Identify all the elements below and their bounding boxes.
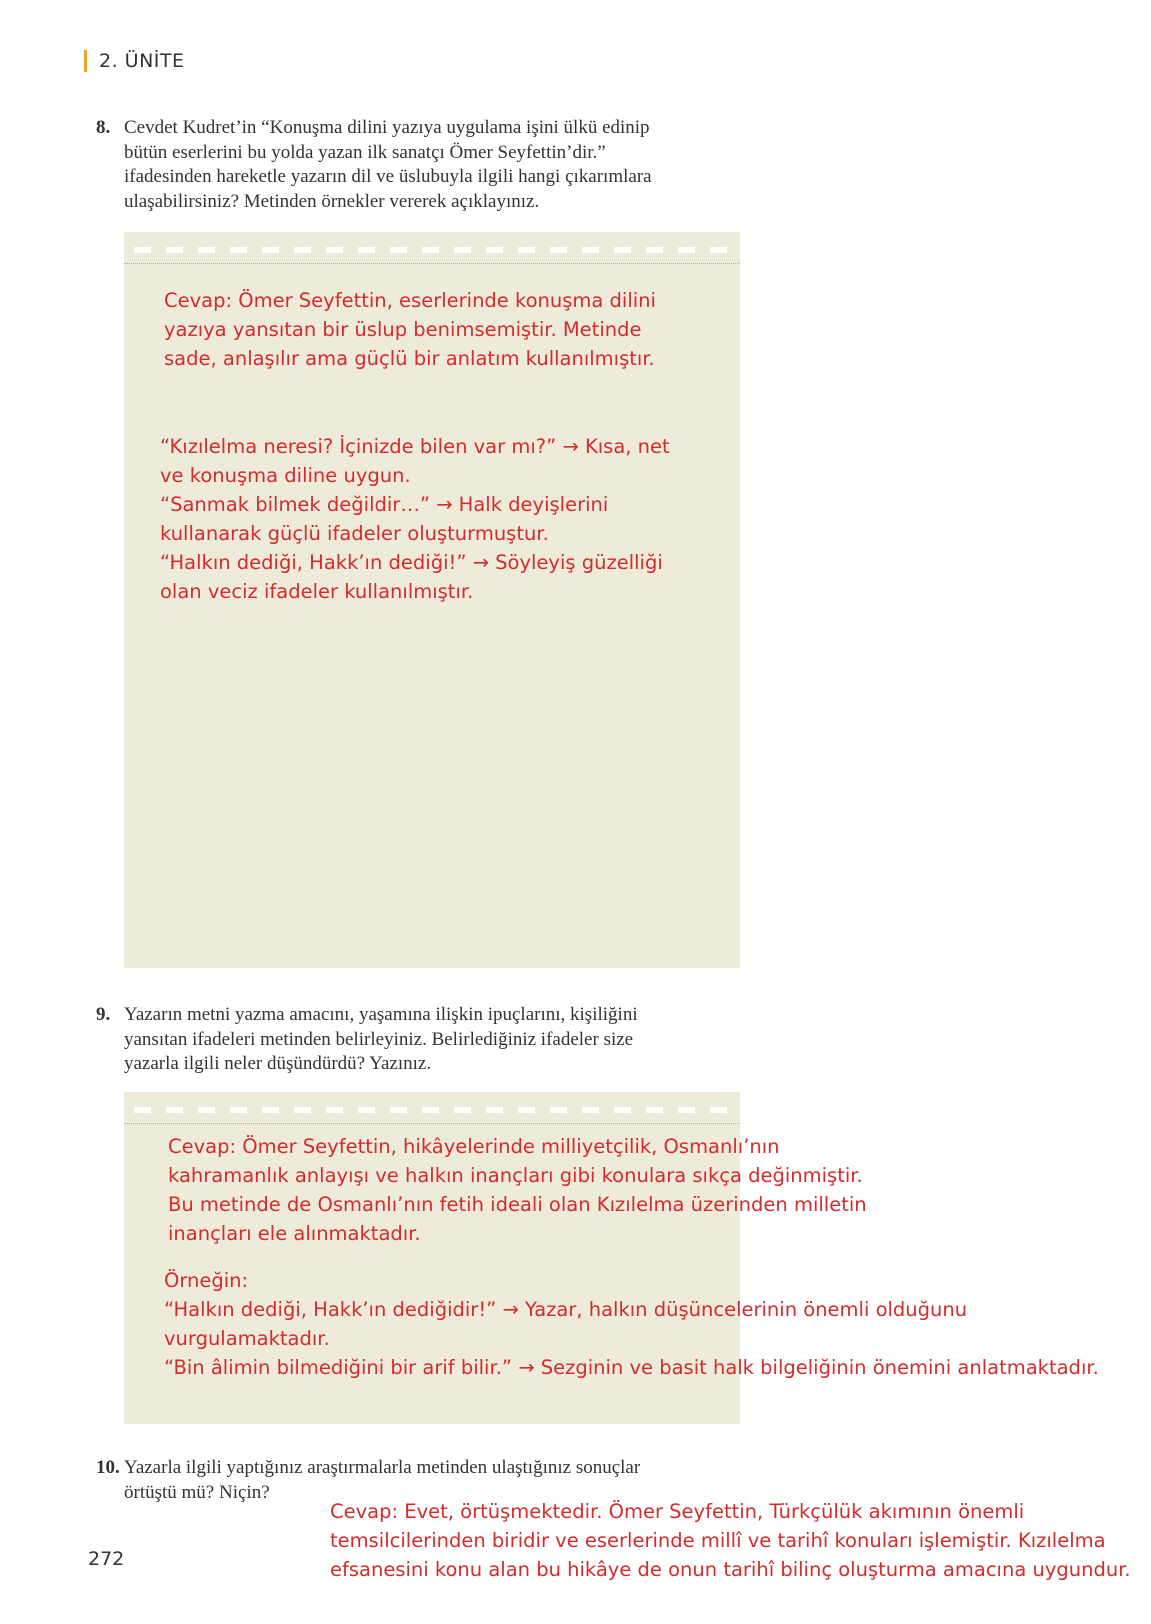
question-text: Yazarın metni yazma amacını, yaşamına ilişkin ipuçlarını, kişiliğini yansıtan ifadeleri metinden belirleyiniz. Belirlediğiniz ifadeler size yazarla ilgili neler düşündürdü? Yazınız.	[124, 1004, 638, 1074]
answer-9-examples: Örneğin: “Halkın dediği, Hakk’ın dediğidir!” → Yazar, halkın düşüncelerinin önemli olduğunu vurgulamaktadır. “Bin âlimin bilmediğini bir arif bilir.” → Sezginin ve basit halk bilgeliğinin önemini anlatmaktadır.	[164, 1269, 1099, 1379]
unit-header	[84, 50, 185, 72]
dotted-line	[124, 263, 740, 264]
unit-title: 2. ÜNİTE	[99, 50, 185, 72]
question-number: 10.	[96, 1457, 120, 1478]
question-text: Yazarla ilgili yaptığınız araştırmalarla metinden ulaştığınız sonuçlar örtüştü mü? Niçin?	[124, 1457, 641, 1503]
question-8	[96, 116, 652, 214]
dotted-line	[124, 1123, 740, 1124]
answer-9-intro: Cevap: Ömer Seyfettin, hikâyelerinde milliyetçilik, Osmanlı’nın kahramanlık anlayışı ve halkın inançları gibi konulara sıkça değinmiştir. Bu metinde de Osmanlı’nın fetih ideali olan Kızılelma üzerinden milletin inançları ele alınmaktadır.	[168, 1135, 867, 1245]
page-number: 272	[88, 1548, 125, 1570]
question-9	[96, 1003, 638, 1077]
answer-8-examples: “Kızılelma neresi? İçinizde bilen var mı?” → Kısa, net ve konuşma diline uygun. “Sanmak bilmek değildir…” → Halk deyişlerini kullanarak güçlü ifadeler oluşturmuştur. “Halkın dediği, Hakk’ın dediği!” → Söyleyiş güzelliği olan veciz ifadeler kullanılmıştır.	[160, 435, 670, 603]
answer-10: Cevap: Evet, örtüşmektedir. Ömer Seyfettin, Türkçülük akımının önemli temsilcilerinden biridir ve eserlerinde millî ve tarihî konuları işlemiştir. Kızılelma efsanesini konu alan bu hikâye de onun tarihî bilinç oluşturma amacına uygundur.	[330, 1500, 1131, 1581]
dashed-divider	[134, 1107, 730, 1113]
answer-8-intro: Cevap: Ömer Seyfettin, eserlerinde konuşma dilini yazıya yansıtan bir üslup benimsemiştir. Metinde sade, anlaşılır ama güçlü bir anlatım kullanılmıştır.	[164, 289, 656, 370]
question-number: 9.	[96, 1004, 111, 1025]
question-number: 8.	[96, 117, 111, 138]
header-accent-bar	[84, 50, 87, 72]
question-text: Cevdet Kudret’in “Konuşma dilini yazıya uygulama işini ülkü edinip bütün eserlerini bu yolda yazan ilk sanatçı Ömer Seyfettin’dir.” ifadesinden hareketle yazarın dil ve üslubuyla ilgili hangi çıkarımlara ulaşabilirsiniz? Metinden örnekler vererek açıklayınız.	[124, 117, 652, 212]
dashed-divider	[134, 247, 730, 253]
